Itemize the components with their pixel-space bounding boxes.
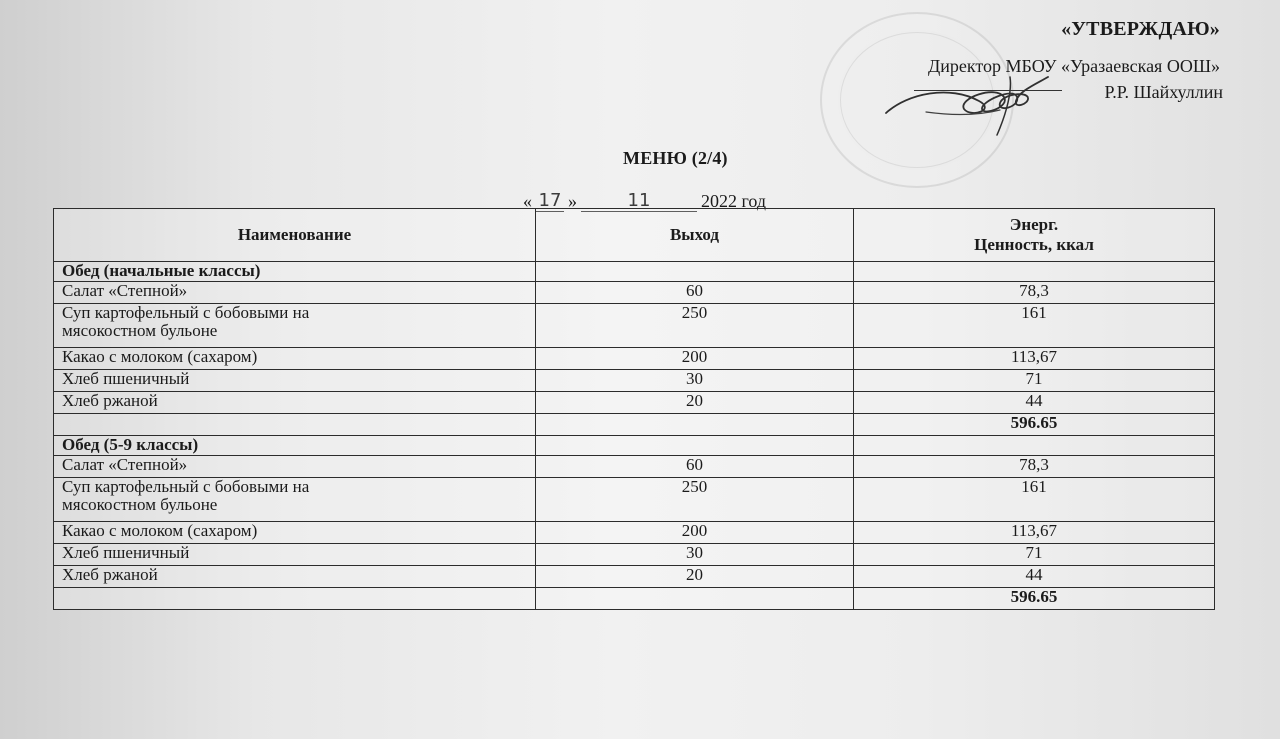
item-energy: 161: [854, 478, 1215, 522]
table-row: [54, 370, 1215, 392]
item-name: Какао с молоком (сахаром): [54, 522, 536, 544]
column-output: Выход: [536, 209, 854, 262]
section-title: Обед (5-9 классы): [54, 436, 536, 456]
date-year: 2022 год: [701, 191, 767, 211]
signature-line: [914, 90, 1062, 91]
item-output: 200: [536, 348, 854, 370]
item-energy: 44: [854, 566, 1215, 588]
item-name: Салат «Степной»: [54, 456, 536, 478]
item-energy: 78,3: [854, 456, 1215, 478]
empty-cell: [536, 588, 854, 610]
item-name: Хлеб пшеничный: [54, 544, 536, 566]
item-energy: 44: [854, 392, 1215, 414]
section-total: 596.65: [854, 414, 1215, 436]
director-line: Директор МБОУ «Уразаевская ООШ»: [927, 56, 1220, 76]
item-output: 250: [536, 478, 854, 522]
section-row: [54, 436, 1215, 456]
approval-title: «УТВЕРЖДАЮ»: [1061, 18, 1220, 40]
item-name: Какао с молоком (сахаром): [54, 348, 536, 370]
item-name-line1: Суп картофельный с бобовыми на: [62, 477, 310, 496]
item-output: 20: [536, 566, 854, 588]
empty-cell: [854, 262, 1215, 282]
item-output: 60: [536, 456, 854, 478]
energy-header-line1: Энерг.: [1009, 214, 1059, 234]
signer-name: Р.Р. Шайхуллин: [1104, 82, 1223, 102]
item-name-line2: мясокостном бульоне: [62, 495, 218, 515]
item-name: Хлеб пшеничный: [54, 370, 536, 392]
item-output: 30: [536, 544, 854, 566]
column-energy: [854, 209, 1215, 262]
table-row: [54, 282, 1215, 304]
item-output: 20: [536, 392, 854, 414]
table-row: [54, 478, 1215, 522]
table-header-row: [54, 209, 1215, 262]
item-output: 250: [536, 304, 854, 348]
empty-cell: [854, 436, 1215, 456]
item-name-line2: мясокостном бульоне: [62, 321, 218, 341]
table-row: [54, 304, 1215, 348]
item-output: 200: [536, 522, 854, 544]
item-energy: 113,67: [854, 522, 1215, 544]
faint-stamp-icon: [820, 12, 1014, 188]
section-row: [54, 262, 1215, 282]
empty-cell: [54, 414, 536, 436]
section-title: Обед (начальные классы): [54, 262, 536, 282]
table-row: [54, 392, 1215, 414]
item-energy: 113,67: [854, 348, 1215, 370]
date-month: 11: [581, 191, 697, 212]
item-energy: 71: [854, 544, 1215, 566]
total-row: [54, 588, 1215, 610]
item-energy: 71: [854, 370, 1215, 392]
table-row: [54, 456, 1215, 478]
item-output: 60: [536, 282, 854, 304]
table-row: [54, 544, 1215, 566]
total-row: [54, 414, 1215, 436]
date-close-quote: »: [568, 191, 577, 211]
menu-title: МЕНЮ (2/4): [623, 148, 728, 168]
energy-header-line2: Ценность, ккал: [974, 235, 1094, 254]
section-total: 596.65: [854, 588, 1215, 610]
date-day: 17: [536, 191, 564, 212]
item-name: Салат «Степной»: [54, 282, 536, 304]
item-energy: 161: [854, 304, 1215, 348]
date-open-quote: «: [523, 191, 532, 211]
empty-cell: [536, 262, 854, 282]
table-row: [54, 566, 1215, 588]
empty-cell: [536, 414, 854, 436]
column-name: Наименование: [54, 209, 536, 262]
item-name: [54, 478, 536, 522]
menu-table: [53, 208, 1215, 610]
item-energy: 78,3: [854, 282, 1215, 304]
item-name: Хлеб ржаной: [54, 566, 536, 588]
empty-cell: [54, 588, 536, 610]
item-output: 30: [536, 370, 854, 392]
item-name: Хлеб ржаной: [54, 392, 536, 414]
empty-cell: [536, 436, 854, 456]
item-name: [54, 304, 536, 348]
item-name-line1: Суп картофельный с бобовыми на: [62, 303, 310, 322]
table-row: [54, 348, 1215, 370]
table-row: [54, 522, 1215, 544]
